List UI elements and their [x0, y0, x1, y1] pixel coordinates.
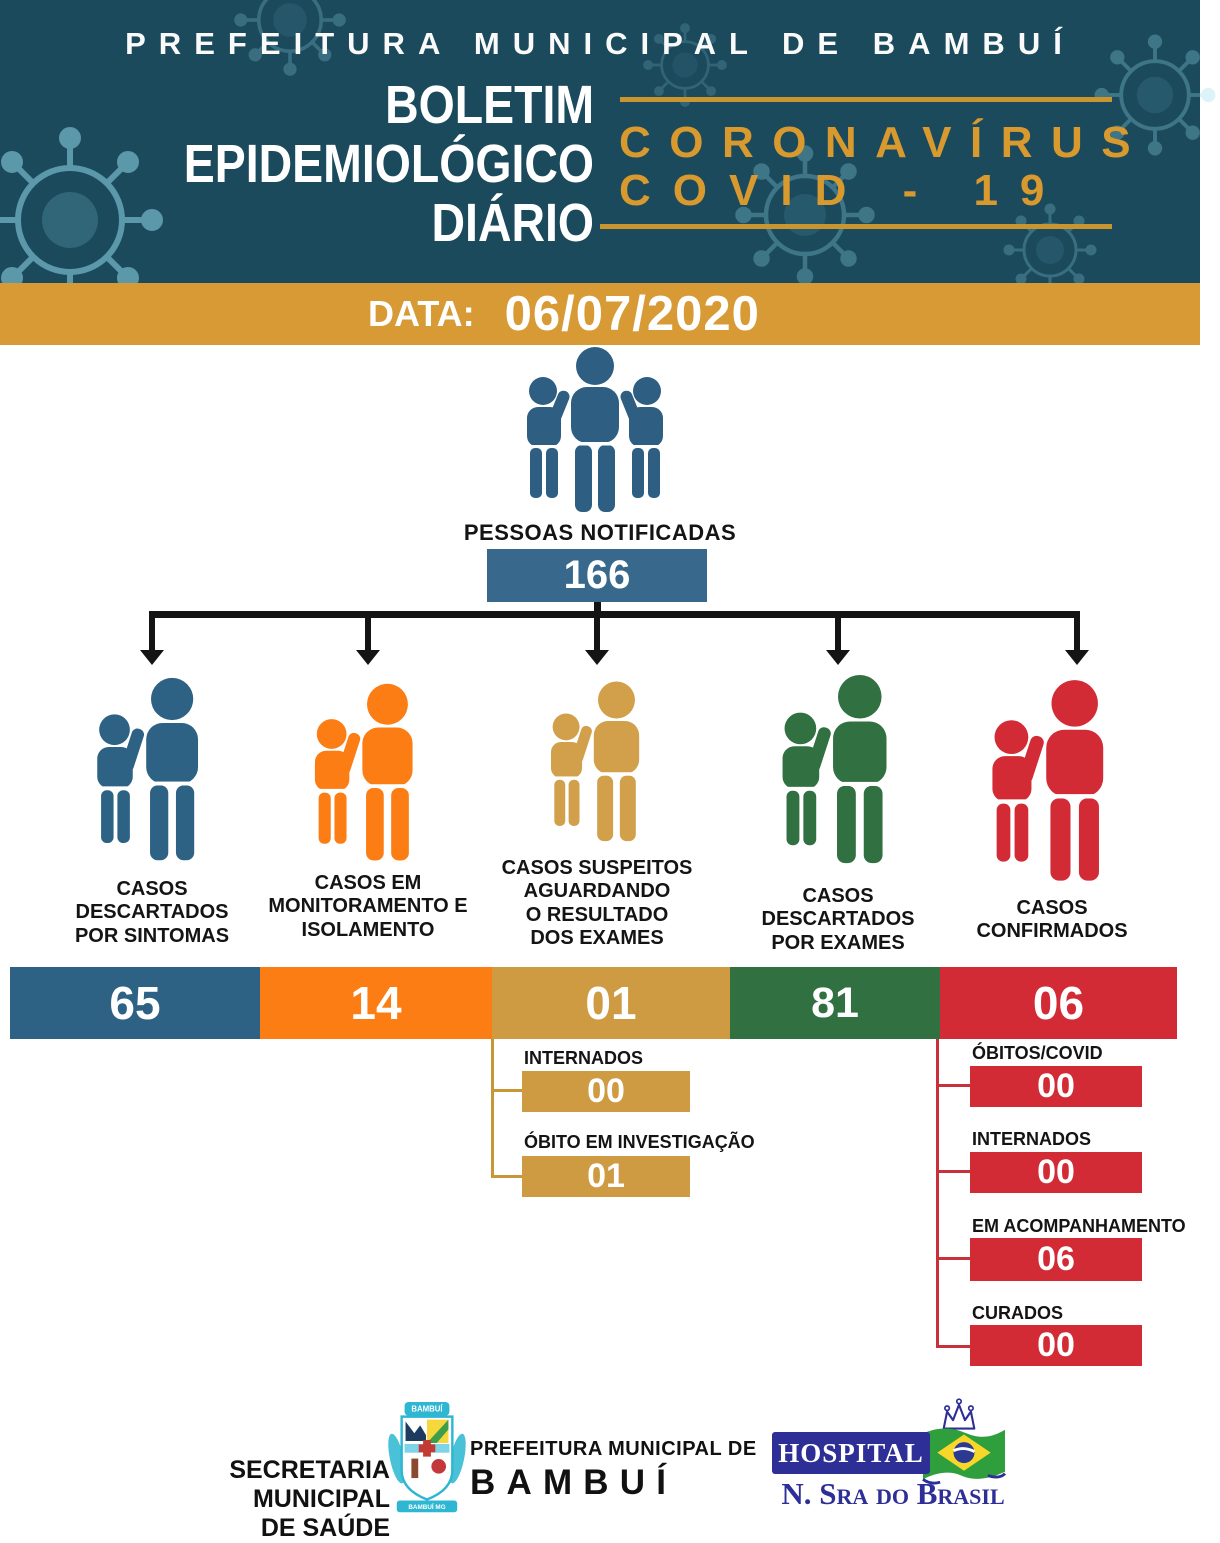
people-pair-icon-orange: [303, 681, 431, 867]
segment-value: 81: [811, 978, 859, 1027]
covid19-title: COVID - 19: [619, 166, 1067, 215]
column-label: CASOS SUSPEITOS AGUARDANDO O RESULTADO DOS EXAMES: [501, 857, 693, 950]
flow-arrow-stem: [594, 618, 600, 651]
flow-arrow-stem: [365, 618, 371, 651]
flow-arrow-head: [826, 650, 850, 665]
prefeitura-logo-text: PREFEITURA MUNICIPAL DE BAMBUÍ: [470, 1438, 757, 1502]
detail-label: CURADOS: [972, 1303, 1064, 1323]
segment-value: 14: [350, 977, 402, 1029]
flow-arrow-head: [140, 650, 164, 665]
date-bar: [0, 283, 1200, 345]
hospital-logo: [768, 1396, 1028, 1520]
connector-horizontal-line: [149, 611, 1080, 618]
total-segment-monitoramento: [260, 967, 492, 1039]
confirmados-branch-hline: [936, 1257, 970, 1260]
detail-value-box: 01: [522, 1156, 690, 1197]
flow-arrow-stem: [835, 618, 841, 651]
detail-value-box: 06: [970, 1238, 1142, 1281]
people-pair-icon-gold: [540, 679, 656, 847]
date-label: DATA:: [368, 293, 475, 334]
flow-arrow-head: [1065, 650, 1089, 665]
total-segment-confirmados: [940, 967, 1177, 1039]
flow-arrow-stem: [149, 618, 155, 651]
coronavirus-title: CORONAVÍRUS: [619, 118, 1150, 167]
header-banner: [0, 0, 1200, 283]
family-icon: [505, 346, 685, 516]
bulletin-title-line: DIÁRIO: [431, 193, 594, 253]
suspeitos-branch-vline: [491, 1039, 494, 1178]
hospital-subname: N. Sra do Brasil: [781, 1476, 1005, 1511]
bulletin-title-line: EPIDEMIOLÓGICO: [183, 134, 594, 194]
gold-rule-top: [620, 97, 1112, 102]
bulletin-title: [184, 76, 594, 253]
total-segment-descartados-sintomas: [10, 967, 260, 1039]
svg-text:BAMBUÍ MG: BAMBUÍ MG: [408, 1504, 446, 1512]
detail-label: EM ACOMPANHAMENTO: [972, 1216, 1186, 1236]
detail-label: ÓBITOS/COVID: [972, 1043, 1103, 1063]
segment-value: 01: [585, 977, 637, 1029]
total-segment-suspeitos: [492, 967, 730, 1039]
confirmados-branch-hline: [936, 1084, 970, 1087]
date-value: 06/07/2020: [504, 287, 760, 341]
svg-text:BAMBUÍ: BAMBUÍ: [411, 1404, 443, 1414]
segment-value: 06: [1032, 977, 1085, 1029]
flow-arrow-stem: [1074, 618, 1080, 651]
detail-value-box: 00: [970, 1152, 1142, 1193]
detail-value-box: 00: [970, 1066, 1142, 1107]
bulletin-title-line: BOLETIM: [385, 75, 594, 135]
column-label: CASOS EM MONITORAMENTO E ISOLAMENTO: [268, 872, 468, 941]
municipality-title: PREFEITURA MUNICIPAL DE BAMBUÍ: [125, 26, 1075, 61]
column-label: CASOS CONFIRMADOS: [976, 897, 1128, 943]
bambui-coat-of-arms: [388, 1400, 466, 1522]
people-pair-icon-blue: [85, 675, 217, 867]
detail-label: ÓBITO EM INVESTIGAÇÃO: [524, 1132, 755, 1152]
gold-rule-bottom: [600, 224, 1112, 229]
detail-value-box: 00: [522, 1071, 690, 1112]
people-pair-icon-red: [980, 677, 1123, 888]
segment-value: 65: [109, 977, 161, 1029]
detail-label: INTERNADOS: [524, 1048, 644, 1068]
secretaria-label: SECRETARIA MUNICIPAL DE SAÚDE: [229, 1456, 390, 1542]
notified-value-box: [487, 549, 707, 602]
flow-arrow-head: [356, 650, 380, 665]
notified-label: PESSOAS NOTIFICADAS: [463, 520, 737, 545]
flow-arrow-head: [585, 650, 609, 665]
suspeitos-branch-hline: [491, 1175, 523, 1178]
date-bar-content: [368, 283, 760, 345]
confirmados-branch-hline: [936, 1345, 970, 1348]
suspeitos-branch-hline: [491, 1089, 523, 1092]
column-label: CASOS DESCARTADOS POR SINTOMAS: [74, 878, 230, 947]
hospital-name-box: HOSPITAL: [772, 1432, 930, 1474]
notified-value: 166: [563, 553, 631, 597]
people-pair-icon-green: [770, 672, 906, 870]
total-segment-descartados-exames: [730, 967, 940, 1039]
confirmados-branch-hline: [936, 1170, 970, 1173]
column-label: CASOS DESCARTADOS POR EXAMES: [761, 885, 915, 954]
detail-label: INTERNADOS: [972, 1129, 1092, 1149]
detail-value-box: 00: [970, 1325, 1142, 1366]
